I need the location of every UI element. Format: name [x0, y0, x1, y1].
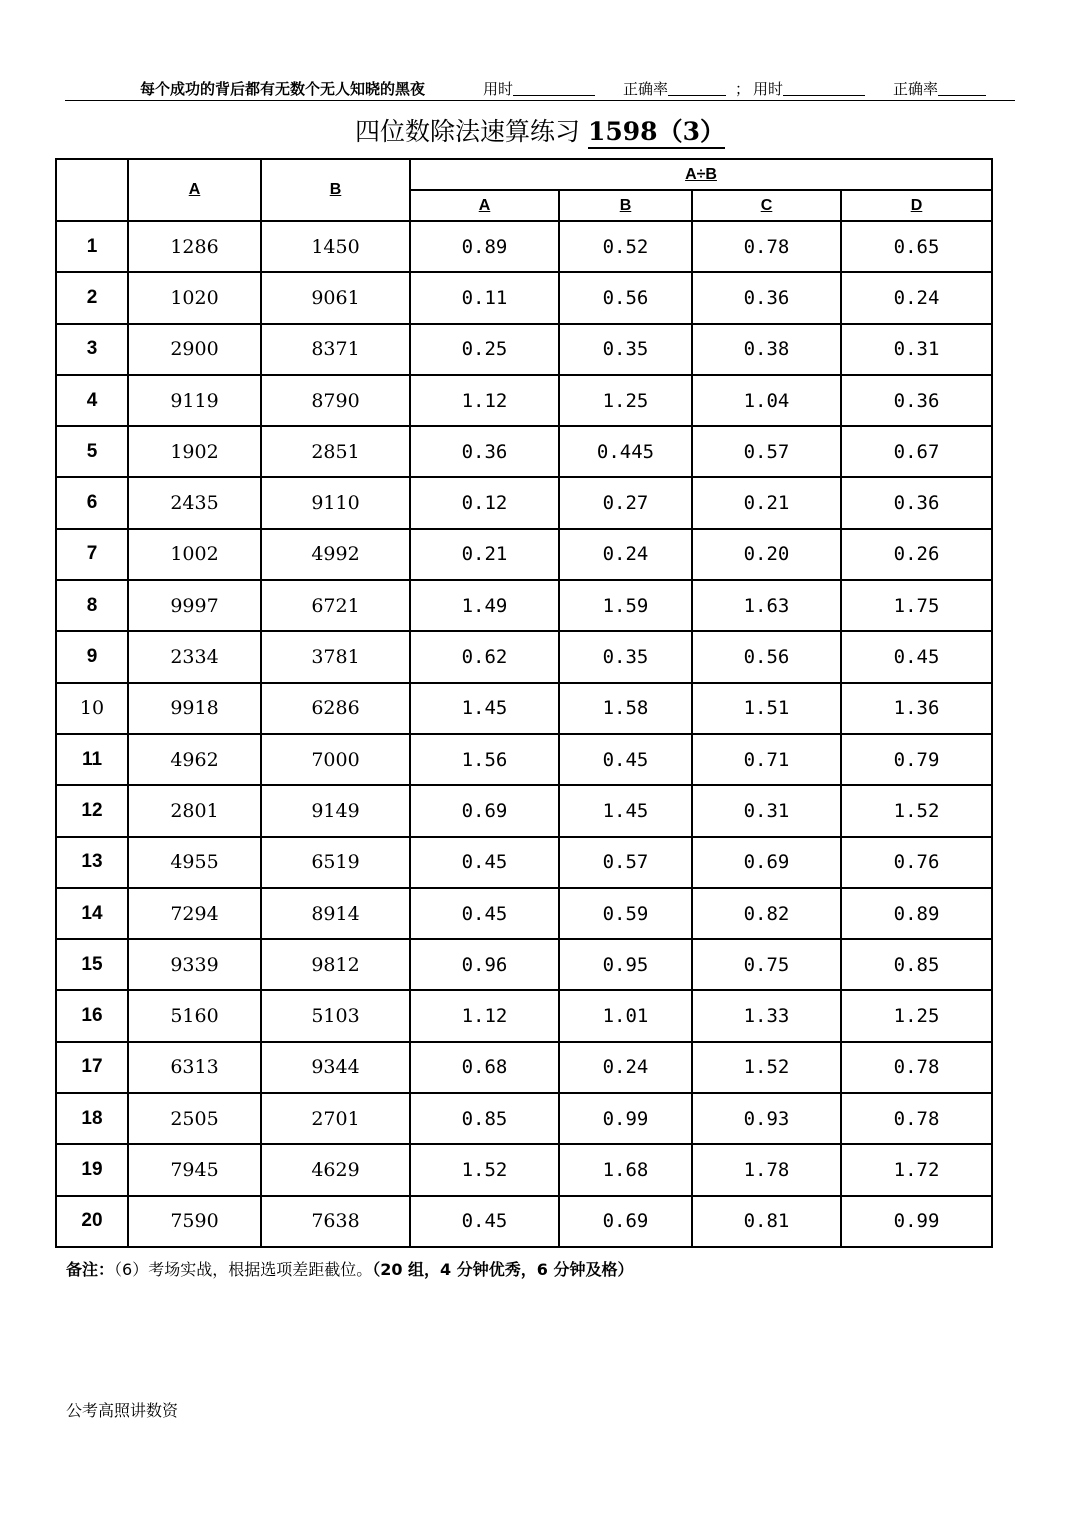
- option-a-value: 0.36: [410, 426, 559, 477]
- option-b-value: 0.57: [559, 837, 692, 888]
- cell-b: 1450: [261, 221, 410, 272]
- option-d-value: 1.52: [841, 785, 992, 836]
- option-d-value: 1.75: [841, 580, 992, 631]
- row-number: 5: [56, 426, 128, 477]
- table-row: [56, 272, 992, 323]
- cell-b: 4992: [261, 529, 410, 580]
- option-a-value: 0.45: [410, 837, 559, 888]
- option-b-value: 0.27: [559, 477, 692, 528]
- table-row: [56, 324, 992, 375]
- option-a-value: 1.56: [410, 734, 559, 785]
- option-d-value: 0.89: [841, 888, 992, 939]
- index-header: [56, 159, 128, 221]
- option-d-value: 0.36: [841, 477, 992, 528]
- option-a-value: 1.12: [410, 990, 559, 1041]
- cell-b: 6721: [261, 580, 410, 631]
- option-c-value: 0.82: [692, 888, 841, 939]
- table-row: [56, 221, 992, 272]
- table-row: [56, 375, 992, 426]
- cell-a: 1902: [128, 426, 261, 477]
- title-number: 1598（3）: [588, 117, 725, 149]
- cell-b: 8914: [261, 888, 410, 939]
- cell-b: 9149: [261, 785, 410, 836]
- cell-a: 4962: [128, 734, 261, 785]
- option-a-value: 0.21: [410, 529, 559, 580]
- cell-b: 8371: [261, 324, 410, 375]
- option-d-value: 0.36: [841, 375, 992, 426]
- option-c-value: 0.31: [692, 785, 841, 836]
- option-b-value: 0.69: [559, 1196, 692, 1247]
- option-c-value: 1.04: [692, 375, 841, 426]
- option-a-value: 1.12: [410, 375, 559, 426]
- row-number: 13: [56, 837, 128, 888]
- cell-b: 7638: [261, 1196, 410, 1247]
- cell-a: 1002: [128, 529, 261, 580]
- option-d-value: 0.78: [841, 1042, 992, 1093]
- option-d-value: 1.72: [841, 1144, 992, 1195]
- option-a-value: 0.45: [410, 1196, 559, 1247]
- option-a-value: 0.62: [410, 631, 559, 682]
- time-blank-1[interactable]: [513, 80, 595, 96]
- table-row: [56, 631, 992, 682]
- table-row: [56, 1144, 992, 1195]
- row-number: 10: [56, 683, 128, 734]
- accuracy-field-2[interactable]: [893, 78, 938, 99]
- cell-b: 3781: [261, 631, 410, 682]
- option-d-value: 1.36: [841, 683, 992, 734]
- row-number: 14: [56, 888, 128, 939]
- option-c-value: 1.63: [692, 580, 841, 631]
- accuracy-field-1[interactable]: [623, 78, 668, 99]
- table-row: [56, 1093, 992, 1144]
- table-row: [56, 990, 992, 1041]
- option-c-value: 0.38: [692, 324, 841, 375]
- footer-text: 公考高照讲数资: [66, 1401, 179, 1420]
- time-label-1: 用时: [483, 80, 514, 98]
- option-b-header: B: [559, 190, 692, 221]
- option-c-value: 0.93: [692, 1093, 841, 1144]
- accuracy-blank-1[interactable]: [668, 80, 726, 96]
- row-number: 18: [56, 1093, 128, 1144]
- cell-a: 4955: [128, 837, 261, 888]
- option-b-value: 0.24: [559, 1042, 692, 1093]
- note-bold: （20 组，4 分钟优秀，6 分钟及格）: [372, 1260, 634, 1279]
- time-field-2[interactable]: [753, 78, 783, 99]
- cell-b: 2851: [261, 426, 410, 477]
- row-number: 16: [56, 990, 128, 1041]
- option-a-value: 0.68: [410, 1042, 559, 1093]
- accuracy-label-1: 正确率: [623, 80, 669, 98]
- header-row: [56, 159, 992, 190]
- cell-a: 2505: [128, 1093, 261, 1144]
- cell-b: 7000: [261, 734, 410, 785]
- table-row: [56, 580, 992, 631]
- header-line: [65, 76, 1015, 100]
- option-b-value: 0.99: [559, 1093, 692, 1144]
- note-label: 备注：: [66, 1260, 115, 1279]
- table-row: [56, 477, 992, 528]
- cell-b: 9812: [261, 939, 410, 990]
- cell-b: 9110: [261, 477, 410, 528]
- note: [66, 1257, 633, 1280]
- time-blank-2[interactable]: [783, 80, 865, 96]
- row-number: 6: [56, 477, 128, 528]
- cell-a: 7590: [128, 1196, 261, 1247]
- option-b-value: 1.58: [559, 683, 692, 734]
- cell-b: 5103: [261, 990, 410, 1041]
- option-c-value: 1.51: [692, 683, 841, 734]
- cell-b: 2701: [261, 1093, 410, 1144]
- option-a-value: 1.49: [410, 580, 559, 631]
- option-d-value: 0.76: [841, 837, 992, 888]
- table-row: [56, 1196, 992, 1247]
- option-a-value: 0.11: [410, 272, 559, 323]
- table-row: [56, 426, 992, 477]
- cell-a: 2801: [128, 785, 261, 836]
- cell-a: 9997: [128, 580, 261, 631]
- option-d-value: 0.67: [841, 426, 992, 477]
- cell-a: 2435: [128, 477, 261, 528]
- cell-a: 7294: [128, 888, 261, 939]
- option-b-value: 0.52: [559, 221, 692, 272]
- option-a-value: 0.12: [410, 477, 559, 528]
- row-number: 19: [56, 1144, 128, 1195]
- option-d-value: 0.79: [841, 734, 992, 785]
- row-number: 4: [56, 375, 128, 426]
- time-field-1[interactable]: [483, 78, 513, 99]
- table-row: [56, 939, 992, 990]
- option-a-value: 0.25: [410, 324, 559, 375]
- option-c-value: 1.52: [692, 1042, 841, 1093]
- option-b-value: 0.59: [559, 888, 692, 939]
- table-row: [56, 1042, 992, 1093]
- cell-b: 6286: [261, 683, 410, 734]
- title-text: 四位数除法速算练习: [355, 117, 581, 146]
- cell-a: 2334: [128, 631, 261, 682]
- cell-a: 9119: [128, 375, 261, 426]
- option-b-value: 1.45: [559, 785, 692, 836]
- table-row: [56, 888, 992, 939]
- col-a-header: A: [128, 159, 261, 221]
- row-number: 12: [56, 785, 128, 836]
- option-a-value: 0.45: [410, 888, 559, 939]
- cell-a: 9918: [128, 683, 261, 734]
- cell-b: 9061: [261, 272, 410, 323]
- option-d-value: 1.25: [841, 990, 992, 1041]
- option-b-value: 0.56: [559, 272, 692, 323]
- motto: 每个成功的背后都有无数个无人知晓的黑夜: [140, 80, 426, 98]
- practice-table: [55, 158, 993, 1248]
- option-d-header: D: [841, 190, 992, 221]
- table-row: [56, 837, 992, 888]
- option-a-value: 0.89: [410, 221, 559, 272]
- option-a-header: A: [410, 190, 559, 221]
- cell-b: 8790: [261, 375, 410, 426]
- option-c-value: 0.57: [692, 426, 841, 477]
- option-c-value: 1.78: [692, 1144, 841, 1195]
- cell-a: 1286: [128, 221, 261, 272]
- cell-a: 5160: [128, 990, 261, 1041]
- row-number: 11: [56, 734, 128, 785]
- row-number: 3: [56, 324, 128, 375]
- option-b-value: 1.68: [559, 1144, 692, 1195]
- option-c-value: 0.81: [692, 1196, 841, 1247]
- row-number: 8: [56, 580, 128, 631]
- table-row: [56, 785, 992, 836]
- option-c-value: 0.56: [692, 631, 841, 682]
- option-b-value: 0.95: [559, 939, 692, 990]
- option-d-value: 0.99: [841, 1196, 992, 1247]
- option-d-value: 0.24: [841, 272, 992, 323]
- option-b-value: 1.25: [559, 375, 692, 426]
- cell-b: 9344: [261, 1042, 410, 1093]
- option-b-value: 0.35: [559, 324, 692, 375]
- option-c-value: 0.78: [692, 221, 841, 272]
- option-a-value: 1.52: [410, 1144, 559, 1195]
- row-number: 15: [56, 939, 128, 990]
- page-title: [0, 112, 1080, 148]
- cell-b: 6519: [261, 837, 410, 888]
- col-b-header: B: [261, 159, 410, 221]
- accuracy-blank-2[interactable]: [938, 80, 986, 96]
- option-d-value: 0.31: [841, 324, 992, 375]
- row-number: 9: [56, 631, 128, 682]
- option-d-value: 0.26: [841, 529, 992, 580]
- row-number: 17: [56, 1042, 128, 1093]
- row-number: 20: [56, 1196, 128, 1247]
- row-number: 1: [56, 221, 128, 272]
- accuracy-label-2: 正确率: [893, 80, 939, 98]
- group-header: A÷B: [410, 159, 992, 190]
- option-b-value: 0.24: [559, 529, 692, 580]
- separator: ；: [735, 80, 751, 98]
- option-c-value: 0.71: [692, 734, 841, 785]
- option-c-value: 0.75: [692, 939, 841, 990]
- time-label-2: 用时: [753, 80, 784, 98]
- header-rule: [65, 100, 1015, 101]
- option-b-value: 1.59: [559, 580, 692, 631]
- row-number: 7: [56, 529, 128, 580]
- cell-a: 7945: [128, 1144, 261, 1195]
- option-b-value: 0.445: [559, 426, 692, 477]
- note-text: （6）考场实战，根据选项差距截位。: [114, 1260, 373, 1279]
- option-d-value: 0.85: [841, 939, 992, 990]
- cell-a: 6313: [128, 1042, 261, 1093]
- option-b-value: 0.45: [559, 734, 692, 785]
- option-a-value: 0.85: [410, 1093, 559, 1144]
- table-body: [56, 221, 992, 1247]
- table-row: [56, 683, 992, 734]
- cell-a: 9339: [128, 939, 261, 990]
- table-row: [56, 529, 992, 580]
- row-number: 2: [56, 272, 128, 323]
- option-c-header: C: [692, 190, 841, 221]
- option-b-value: 0.35: [559, 631, 692, 682]
- option-d-value: 0.65: [841, 221, 992, 272]
- option-c-value: 0.69: [692, 837, 841, 888]
- option-c-value: 1.33: [692, 990, 841, 1041]
- option-b-value: 1.01: [559, 990, 692, 1041]
- option-a-value: 1.45: [410, 683, 559, 734]
- option-d-value: 0.78: [841, 1093, 992, 1144]
- table-row: [56, 734, 992, 785]
- cell-a: 2900: [128, 324, 261, 375]
- option-c-value: 0.21: [692, 477, 841, 528]
- option-c-value: 0.20: [692, 529, 841, 580]
- option-c-value: 0.36: [692, 272, 841, 323]
- option-d-value: 0.45: [841, 631, 992, 682]
- cell-a: 1020: [128, 272, 261, 323]
- option-a-value: 0.69: [410, 785, 559, 836]
- cell-b: 4629: [261, 1144, 410, 1195]
- option-a-value: 0.96: [410, 939, 559, 990]
